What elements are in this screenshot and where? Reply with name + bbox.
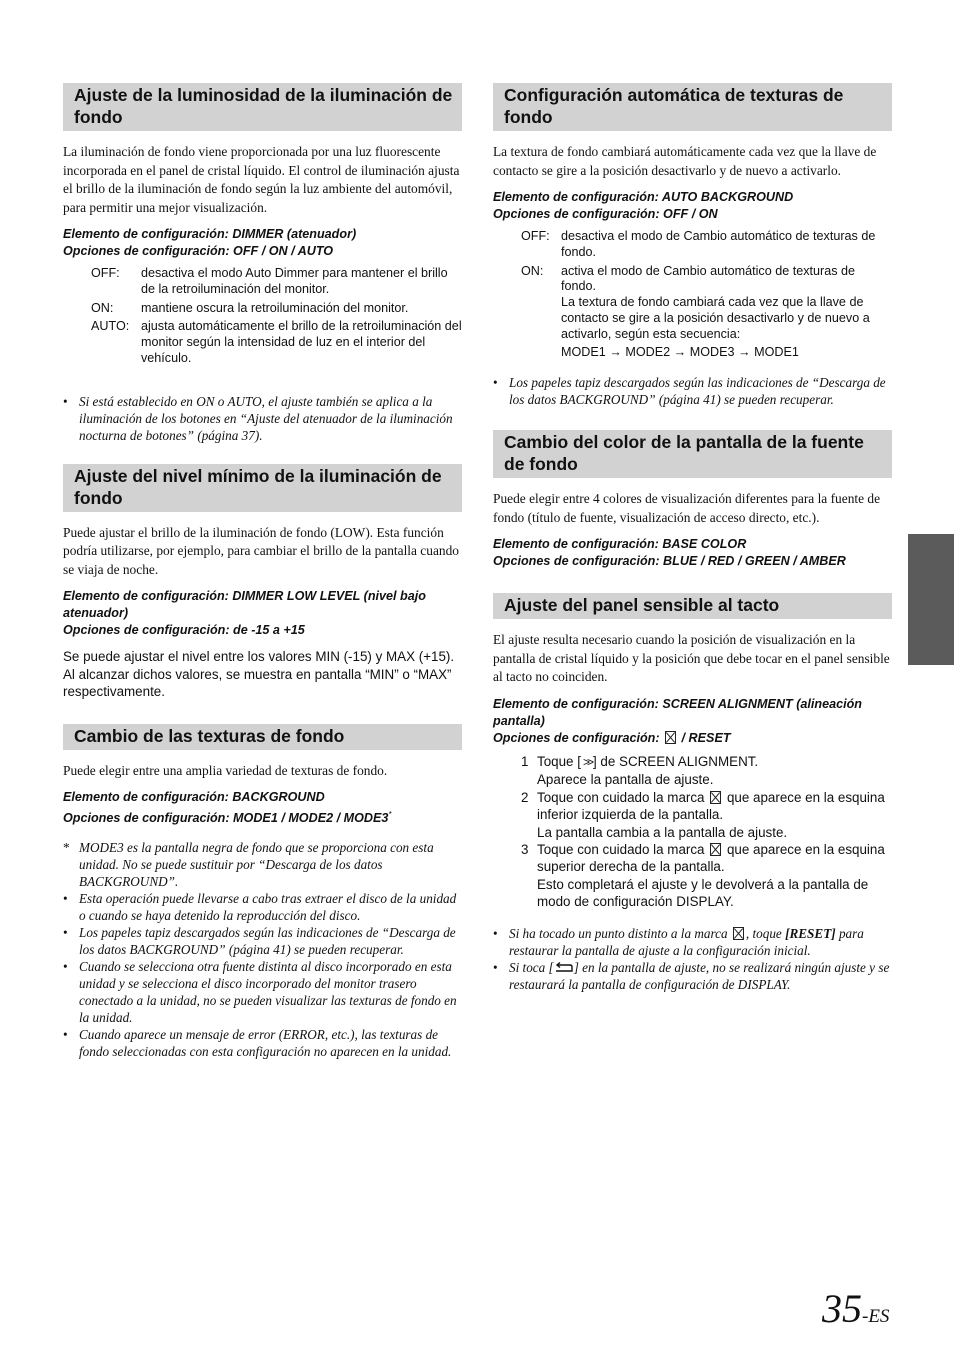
section-heading-min-level: Ajuste del nivel mínimo de la iluminación de fondo [63, 464, 462, 512]
note-item: • Cuando aparece un mensaje de error (ERROR, etc.), las texturas de fondo seleccionadas con esta configuración no aparecen en la unidad. [63, 1027, 452, 1060]
config-item: Elemento de configuración: AUTO BACKGROUND [493, 190, 794, 204]
bullet-icon: • [493, 925, 498, 941]
alignment-mark-icon [710, 791, 721, 804]
option-value: desactiva el modo de Cambio automático de texturas de fondo. [561, 229, 876, 259]
config-item: Elemento de configuración: DIMMER LOW LEVEL (nivel bajo atenuador) [63, 589, 426, 621]
note-item: • Los papeles tapiz descargados según las indicaciones de “Descarga de los datos BACKGROUND” (página 41) se pueden recuperar. [63, 925, 456, 958]
config-options: Opciones de configuración: OFF / ON [493, 207, 718, 221]
section-heading-touch-panel: Ajuste del panel sensible al tacto [493, 593, 892, 619]
left-column [63, 83, 462, 1060]
option-value: desactiva el modo Auto Dimmer para mantener el brillo de la retroiluminación del monitor. [141, 266, 448, 296]
config-options: Opciones de configuración: / RESET [493, 730, 731, 745]
alignment-mark-icon [665, 731, 676, 744]
config-options: Opciones de configuración: de -15 a +15 [63, 623, 305, 638]
textures-body: Puede elegir entre una amplia variedad de texturas de fondo. [63, 762, 388, 778]
step-item: 3 Toque con cuidado la marca que aparece en la esquina superior derecha de la pantalla. Esto completará el ajuste y le devolverá a la pantalla de modo de configuración DISPLAY. [521, 841, 885, 910]
base-color-body: Puede elegir entre 4 colores de visualización diferentes para la fuente de fondo (título de fuente, visualización de acceso directo, etc.). [493, 491, 881, 525]
brightness-option-list [91, 266, 462, 367]
step-number: 1 [521, 753, 529, 769]
section-side-tab [908, 534, 954, 665]
option-row-auto [91, 319, 462, 366]
min-level-p2: Al alcanzar dichos valores, se muestra en pantalla “MIN” o “MAX” respectivamente. [63, 666, 452, 700]
brightness-body: La iluminación de fondo viene proporcionada por una luz fluorescente incorporada en el panel de cristal líquido. El control de iluminación ajusta el brillo de la iluminación de fondo según la luz ambiente del automóvil, para permitir una mejor visualización. [63, 144, 460, 215]
textures-config [63, 789, 462, 827]
option-key: ON: [91, 300, 114, 315]
config-options: Opciones de configuración: OFF / ON / AUTO [63, 244, 334, 258]
note-item: • Esta operación puede llevarse a cabo tras extraer el disco de la unidad o cuando se haya detenido la reproducción del disco. [63, 891, 457, 924]
option-row-on [91, 301, 462, 317]
option-row-on [521, 264, 892, 361]
option-key: OFF: [91, 266, 120, 280]
auto-texture-option-list [521, 229, 892, 360]
option-value: activa el modo de Cambio automático de texturas de fondo. La textura de fondo cambiará cada vez que la llave de contacto se gire a la posición desactivarlo y de nuevo a activarlo, según esta secuencia: MODE1 → MODE2 → MODE3 → MODE1 [561, 264, 892, 361]
page-suffix: -ES [862, 1306, 890, 1327]
note-item: • Si ha tocado un punto distinto a la marca , toque [RESET] para restaurar la pantalla de ajuste a la configuración inicial. [493, 925, 864, 958]
touch-panel-notes [493, 925, 892, 993]
bullet-icon: • [63, 393, 68, 409]
option-key: ON: [521, 263, 544, 278]
base-color-config [493, 536, 892, 570]
footnote-mark: * [388, 810, 392, 820]
min-level-config [63, 588, 462, 639]
option-key: OFF: [521, 229, 550, 243]
alignment-mark-icon [710, 843, 721, 856]
touch-panel-steps [521, 753, 892, 911]
step-item: 1 Toque [ >> ] de SCREEN ALIGNMENT. Aparece la pantalla de ajuste. [521, 753, 759, 788]
return-icon [554, 960, 574, 971]
option-row-off [521, 229, 892, 261]
note-item: • Los papeles tapiz descargados según las indicaciones de “Descarga de los datos BACKGROUND” (página 41) se pueden recuperar. [493, 375, 886, 408]
note-item: • Si está establecido en ON o AUTO, el ajuste también se aplica a la iluminación de los botones en “Ajuste del atenuador de la iluminación nocturna de botones” (página 37). [63, 393, 453, 443]
step-number: 2 [521, 789, 529, 805]
auto-texture-body: La textura de fondo cambiará automáticamente cada vez que la llave de contacto se gire a la posición desactivarlo y de nuevo a activarlo. [493, 144, 877, 178]
step-number: 3 [521, 841, 529, 857]
section-heading-auto-texture: Configuración automática de texturas de fondo [493, 83, 892, 131]
min-level-body: Puede ajustar el brillo de la iluminación de fondo (LOW). Esta función podría utilizarse, por ejemplo, para cambiar el brillo de la pantalla cuando se viaja de noche. [63, 524, 459, 577]
bullet-icon: • [493, 375, 498, 391]
auto-texture-notes [493, 374, 892, 408]
config-options: Opciones de configuración: MODE1 / MODE2 / MODE3* [63, 810, 392, 826]
option-key: AUTO: [91, 319, 130, 334]
note-item: • Cuando se selecciona otra fuente distinta al disco incorporado en esta unidad y se selecciona el disco incorporado del monitor trasero conectado a la unidad, no se pueden visualizar las texturas de fondo en la unidad. [63, 959, 457, 1026]
brightness-notes [63, 393, 462, 444]
config-item: Elemento de configuración: DIMMER (atenuador) [63, 227, 357, 241]
right-column [493, 83, 892, 993]
config-item: Elemento de configuración: BACKGROUND [63, 790, 325, 805]
auto-texture-config [493, 189, 892, 223]
brightness-config [63, 226, 462, 260]
config-options: Opciones de configuración: BLUE / RED / GREEN / AMBER [493, 554, 846, 569]
option-row-off [91, 266, 462, 298]
option-value: mantiene oscura la retroiluminación del monitor. [141, 300, 409, 315]
section-heading-base-color: Cambio del color de la pantalla de la fuente de fondo [493, 430, 892, 478]
note-item: • Si toca [ ] en la pantalla de ajuste, no se realizará ningún ajuste y se restaurará la pantalla de configuración de DISPLAY. [493, 959, 890, 992]
textures-notes [63, 839, 462, 1060]
min-level-text [63, 648, 462, 701]
section-heading-brightness: Ajuste de la luminosidad de la iluminación de fondo [63, 83, 462, 131]
section-heading-textures: Cambio de las texturas de fondo [63, 724, 462, 750]
config-item: Elemento de configuración: BASE COLOR [493, 537, 747, 552]
step-item: 2 Toque con cuidado la marca que aparece en la esquina inferior izquierda de la pantalla. La pantalla cambia a la pantalla de ajuste. [521, 789, 885, 840]
option-value: ajusta automáticamente el brillo de la retroiluminación del monitor según la intensidad de luz en el interior del vehículo. [141, 319, 462, 365]
touch-panel-body: El ajuste resulta necesario cuando la posición de visualización en la pantalla de cristal líquido y la posición que debe tocar en el panel sensible al tacto no coinciden. [493, 632, 890, 685]
min-level-p1: Se puede ajustar el nivel entre los valores MIN (-15) y MAX (+15). [63, 649, 455, 665]
touch-panel-config [493, 696, 892, 747]
mode-sequence: MODE1 → MODE2 → MODE3 → MODE1 [561, 344, 799, 359]
page-number: 35-ES [822, 1286, 890, 1331]
note-item: * MODE3 es la pantalla negra de fondo que se proporciona con esta unidad. No se puede sustituir por “Descarga de los datos BACKGROUND”. [63, 840, 434, 890]
alignment-mark-icon [733, 927, 744, 940]
double-chevron-right-icon: >> [582, 754, 591, 769]
config-item: Elemento de configuración: SCREEN ALIGNMENT (alineación pantalla) [493, 696, 862, 728]
bullet-icon: • [493, 959, 498, 975]
